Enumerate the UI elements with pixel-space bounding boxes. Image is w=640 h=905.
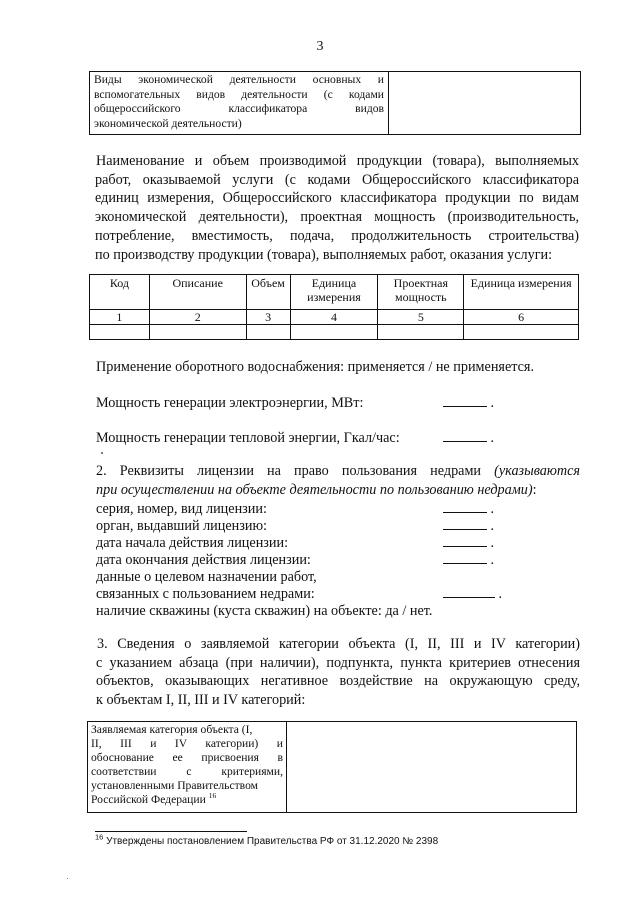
footnote-text: Утверждены постановлением Правительства РФ от 31.12.2020 № 2398 <box>103 836 439 847</box>
column-header-code: Код <box>90 275 150 310</box>
product-table <box>89 274 579 340</box>
column-number: 3 <box>246 310 290 325</box>
paragraph-line: потребление, вместимость, подача, продолжительность строительства) <box>95 227 579 244</box>
category-table <box>87 721 577 813</box>
license-end-blank <box>443 551 494 569</box>
category-label-line: Заявляемая категория объекта (I, <box>91 723 253 736</box>
page-number: 3 <box>316 39 324 54</box>
license-series-field[interactable] <box>443 500 487 513</box>
category-label-line: обоснование ее присвоения в <box>91 750 283 764</box>
paragraph-line: экономической деятельности), проектная мощность (производительность, <box>95 209 579 226</box>
purpose-label-line1: данные о целевом назначении работ, <box>96 569 317 585</box>
license-end-field[interactable] <box>443 551 487 564</box>
activity-label-line: вспомогательных видов деятельности (с кодами <box>94 87 384 101</box>
column-number: 1 <box>90 310 150 325</box>
table-cell[interactable] <box>246 325 290 340</box>
category-label-line: соответствии с критериями, <box>91 764 283 778</box>
scan-speck <box>67 878 68 879</box>
column-header-unit: Единица измерения <box>290 275 378 310</box>
section2-note: при осуществлении на объекте деятельности по пользованию недрами) <box>96 481 533 498</box>
license-start-label: дата начала действия лицензии: <box>96 535 289 551</box>
activity-types-label <box>90 72 389 135</box>
section2-note: (указываются <box>494 463 580 479</box>
column-header-volume: Объем <box>246 275 290 310</box>
section3-line: объектов, оказывающих негативное воздействие на окружающую среду, <box>96 673 580 690</box>
field-suffix: . <box>490 535 495 551</box>
activity-types-value-cell[interactable] <box>389 72 581 135</box>
section3-line: с указанием абзаца (при наличии), подпункта, пункта критериев отнесения <box>96 654 580 671</box>
field-suffix: . <box>490 552 495 568</box>
category-label-line <box>91 790 283 807</box>
column-number: 4 <box>290 310 378 325</box>
table-cell[interactable] <box>290 325 378 340</box>
column-number: 6 <box>464 310 579 325</box>
license-end-label: дата окончания действия лицензии: <box>96 552 311 568</box>
table-cell[interactable] <box>464 325 579 340</box>
paragraph-line: работ, оказываемой услуги (с кодами Общероссийского классификатора <box>95 171 579 188</box>
activity-types-table <box>89 71 581 135</box>
license-issuer-field[interactable] <box>443 517 487 530</box>
section2-heading <box>96 462 580 499</box>
field-suffix: . <box>490 518 495 534</box>
footnote-number: 16 <box>95 832 104 842</box>
footnote-reference: 16 <box>208 790 217 800</box>
category-label <box>88 722 287 813</box>
column-header-description: Описание <box>149 275 246 310</box>
license-start-field[interactable] <box>443 534 487 547</box>
section3-paragraph <box>96 635 580 710</box>
scan-speck <box>101 452 103 454</box>
table-cell[interactable] <box>149 325 246 340</box>
category-label-text: Российской Федерации <box>91 792 206 806</box>
water-supply-line: Применение оборотного водоснабжения: применяется / не применяется. <box>96 359 534 375</box>
section2-title: 2. Реквизиты лицензии на право пользования недрами <box>96 463 482 479</box>
heat-power-label: Мощность генерации тепловой энергии, Гкал/час: <box>96 430 400 446</box>
license-issuer-blank <box>443 517 494 535</box>
license-series-label: серия, номер, вид лицензии: <box>96 501 267 517</box>
paragraph-line: единиц измерения, Общероссийского классификатора продукции по видам <box>95 190 579 207</box>
purpose-field[interactable] <box>443 585 495 598</box>
heat-power-field[interactable] <box>443 429 487 442</box>
category-label-line: установленными Правительством <box>91 778 258 792</box>
activity-label-line: общероссийского классификатора видов <box>94 102 384 115</box>
field-suffix: . <box>490 430 495 446</box>
field-suffix: . <box>490 395 495 411</box>
table-row <box>90 325 579 340</box>
column-header-capacity: Проектная мощность <box>378 275 464 310</box>
footnote-divider <box>95 831 247 832</box>
column-number: 5 <box>378 310 464 325</box>
product-description-paragraph <box>95 152 579 264</box>
category-value-cell[interactable] <box>287 722 577 813</box>
column-number: 2 <box>149 310 246 325</box>
field-suffix: . <box>490 501 495 517</box>
footnote <box>95 832 439 847</box>
heat-power-blank <box>443 429 494 447</box>
section2-title-line <box>96 481 580 500</box>
license-start-blank <box>443 534 494 552</box>
category-label-line: II, III и IV категории) и <box>91 736 283 750</box>
electric-power-field[interactable] <box>443 394 487 407</box>
activity-label-line: экономической деятельности) <box>94 116 242 130</box>
purpose-blank <box>443 585 502 603</box>
field-suffix: . <box>498 586 503 602</box>
license-issuer-label: орган, выдавший лицензию: <box>96 518 267 534</box>
electric-power-label: Мощность генерации электроэнергии, МВт: <box>96 395 364 411</box>
wells-line: наличие скважины (куста скважин) на объекте: да / нет. <box>96 603 433 619</box>
table-cell[interactable] <box>90 325 150 340</box>
activity-label-line: Виды экономической деятельности основных и <box>94 73 384 86</box>
electric-power-blank <box>443 394 494 412</box>
section3-line: к объектам I, II, III и IV категорий: <box>96 692 306 709</box>
section2-colon: : <box>532 481 537 498</box>
column-header-capacity-unit: Единица измерения <box>464 275 579 310</box>
purpose-label-line2: связанных с пользованием недрами: <box>96 586 315 602</box>
section2-title-line <box>96 462 580 481</box>
paragraph-line: Наименование и объем производимой продукции (товара), выполняемых <box>96 153 579 169</box>
table-cell[interactable] <box>378 325 464 340</box>
paragraph-line: по производству продукции (товара), выполняемых работ, оказания услуги: <box>95 246 553 263</box>
license-series-blank <box>443 500 494 518</box>
section3-line: 3. Сведения о заявляемой категории объекта (I, II, III и IV категории) <box>97 636 580 652</box>
